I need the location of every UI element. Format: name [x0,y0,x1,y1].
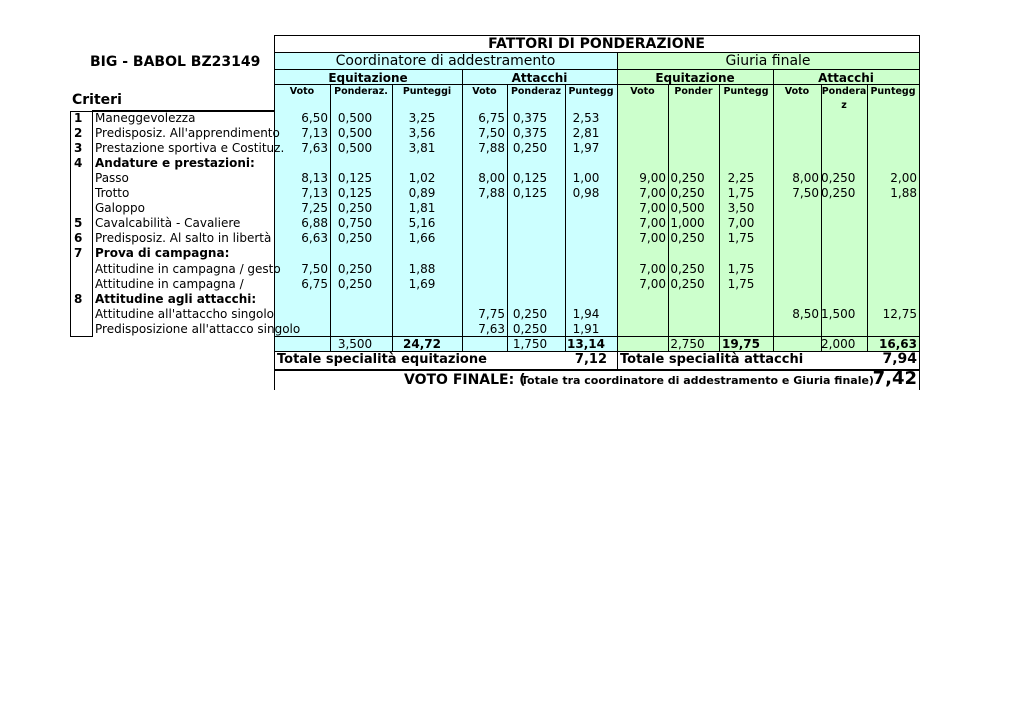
table-cell: 0,125 [512,171,548,186]
table-cell: 7,00 [639,201,666,216]
table-cell: 1,000 [670,216,705,231]
table-cell: 7,00 [639,216,666,231]
criterion-number: 5 [74,216,83,231]
grid-line [919,35,920,390]
criterion-label: Prova di campagna: [95,246,230,261]
table-cell: 0,125 [337,186,373,201]
header-fattori: FATTORI DI PONDERAZIONE [488,36,705,52]
table-cell: 0,125 [337,171,373,186]
criterion-label: Andature e prestazioni: [95,156,255,171]
table-cell: 1,75 [727,231,755,246]
table-cell: 0,250 [670,171,705,186]
grid-line [274,35,919,36]
voto-finale-note: Totale tra coordinatore di addestramento e Giuria finale) [521,374,874,387]
table-cell: 0,250 [512,306,548,321]
table-cell: 7,50 [478,126,505,141]
table-cell: 1,00 [572,171,600,186]
table-cell: 6,63 [301,231,328,246]
grid-line [719,84,720,351]
col-label: Ponderaz [510,86,562,97]
table-cell: 0,89 [408,186,436,201]
criteri-label: Criteri [72,92,122,108]
table-cell: 0,250 [670,186,705,201]
table-cell: 0,500 [337,126,373,141]
table-cell: 7,88 [478,141,505,156]
criterion-number: 8 [74,291,83,306]
grid-line [821,84,822,351]
table-cell: 7,13 [301,186,328,201]
table-cell: 6,50 [301,111,328,125]
table-cell: 3,50 [727,201,755,216]
table-cell: 9,00 [639,171,666,186]
criterion-label: Predisposizione all'attacco singolo [95,321,301,336]
col-label: Voto [289,86,315,97]
tot-equitazione-value: 7,12 [574,352,607,367]
table-cell: 0,98 [572,186,600,201]
col-label: Punteggi [402,86,452,97]
table-cell: 7,00 [639,261,666,276]
table-cell: 6,75 [301,276,328,291]
table-cell: 1,91 [572,321,600,336]
table-cell: 2,750 [670,337,705,351]
table-cell: 2,00 [890,171,917,186]
table-cell: 0,375 [512,126,548,141]
table-cell: 0,250 [670,261,705,276]
criterion-label: Trotto [95,186,130,201]
table-cell: 2,000 [821,337,856,351]
voto-finale-value: 7,42 [872,368,917,389]
criterion-label: Attitudine agli attacchi: [95,291,257,306]
table-cell: 7,50 [792,186,819,201]
criterion-number: 6 [74,231,83,246]
col-label: Puntegg [723,86,769,97]
criterion-label: Cavalcabilità - Cavaliere [95,216,241,231]
grid-line [392,84,393,351]
table-cell: 7,13 [301,126,328,141]
table-cell: 0,250 [821,186,856,201]
table-cell: 7,63 [301,141,328,156]
table-cell: 1,02 [408,171,436,186]
table-cell: 7,00 [639,231,666,246]
table-cell: 1,75 [727,186,755,201]
table-cell: 7,63 [478,321,505,336]
table-cell: 8,00 [478,171,505,186]
table-cell: 1,69 [408,276,436,291]
grid-line [274,351,919,352]
group-giuria: Giuria finale [725,53,811,69]
tot-attacchi-label: Totale specialità attacchi [620,352,804,367]
grid-line [668,84,669,351]
table-cell: 0,750 [337,216,373,231]
page-title: BIG - BABOL BZ23149 [90,54,261,70]
table-cell: 0,250 [512,141,548,156]
criterion-label: Attitudine in campagna / [95,276,244,291]
table-cell: 0,500 [337,141,373,156]
table-cell: 1,500 [821,306,856,321]
grid-line [617,52,618,370]
sub-equitazione-coord: Equitazione [328,71,408,85]
grid-line [274,52,919,53]
table-cell: 1,75 [727,276,755,291]
table-cell: 3,25 [408,111,436,125]
grid-line [274,370,919,371]
table-cell: 0,250 [821,171,856,186]
table-cell: 1,75 [727,261,755,276]
table-cell: 1,750 [512,337,548,351]
criterion-number: 7 [74,246,83,261]
col-label: Ponderaz. [334,86,388,97]
group-coordinatore: Coordinatore di addestramento [335,53,556,69]
sub-attacchi-giuria: Attacchi [818,71,874,85]
grid-line [462,69,463,351]
criterion-label: Passo [95,171,129,186]
grid-line [330,84,331,351]
criterion-label: Predisposiz. All'apprendimento [95,126,280,141]
table-cell: 8,00 [792,171,819,186]
table-cell: 6,88 [301,216,328,231]
table-cell: 19,75 [722,337,760,351]
table-cell: 1,81 [408,201,436,216]
grid-line [274,84,919,85]
table-cell: 8,13 [301,171,328,186]
table-cell: 7,00 [639,186,666,201]
grid-line [274,336,919,337]
voto-finale-label: VOTO FINALE: ( [404,372,526,388]
table-cell: 0,250 [512,321,548,336]
col-label: Voto [472,86,497,97]
table-cell: 8,50 [792,306,819,321]
table-cell: 5,16 [408,216,436,231]
table-cell: 1,66 [408,231,436,246]
col-label: Pondera [821,86,867,97]
table-cell: 1,94 [572,306,600,321]
table-cell: 0,250 [670,231,705,246]
criterion-label: Attitudine in campagna / gesto [95,261,281,276]
table-cell: 3,81 [408,141,436,156]
table-cell: 7,88 [478,186,505,201]
grid-line [867,84,868,351]
table-cell: 0,250 [337,201,373,216]
grid-line [274,35,275,390]
table-cell: 2,81 [572,126,600,141]
criterion-label: Prestazione sportiva e Costituz. [95,141,285,156]
table-cell: 3,500 [337,337,373,351]
criterion-label: Predisposiz. Al salto in libertà [95,231,272,246]
criterion-number: 2 [74,126,83,141]
table-cell: 0,250 [337,231,373,246]
grid-line [92,111,93,337]
table-cell: 7,00 [639,276,666,291]
table-cell: 7,00 [727,216,755,231]
col-label: Puntegg [568,86,614,97]
table-cell: 3,56 [408,126,436,141]
table-cell: 16,63 [879,337,917,351]
criterion-number: 4 [74,156,83,171]
table-cell: 0,375 [512,111,548,125]
table-cell: 12,75 [882,306,917,321]
tot-attacchi-value: 7,94 [882,351,917,367]
col-label: Puntegg [870,86,916,97]
table-cell: 1,97 [572,141,600,156]
sub-attacchi-coord: Attacchi [511,71,568,85]
table-cell: 0,250 [337,276,373,291]
grid-line [70,336,92,337]
col-label-extra: z [841,100,847,111]
criterion-number: 3 [74,141,83,156]
table-cell: 7,50 [301,261,328,276]
grid-line [773,69,774,351]
grid-line [70,111,71,337]
col-label: Voto [784,86,810,97]
criterion-label: Maneggevolezza [95,111,196,125]
table-cell: 2,53 [572,111,600,125]
table-cell: 24,72 [403,337,441,351]
grid-line [274,69,919,70]
table-cell: 13,14 [567,337,605,351]
table-cell: 1,88 [890,186,917,201]
criterion-label: Galoppo [95,201,145,216]
table-cell: 7,75 [478,306,505,321]
table-cell: 1,88 [408,261,436,276]
criterion-label: Attitudine all'attaccho singolo [95,306,275,321]
col-label: Ponder [674,86,713,97]
table-cell: 0,125 [512,186,548,201]
table-cell: 0,250 [337,261,373,276]
table-cell: 0,500 [670,201,705,216]
grid-line [565,84,566,351]
table-cell: 2,25 [727,171,755,186]
grid-line [507,84,508,351]
table-cell: 7,25 [301,201,328,216]
col-label: Voto [630,86,655,97]
table-cell: 6,75 [478,111,505,125]
grid-line [70,111,274,112]
tot-equitazione-label: Totale specialità equitazione [277,352,487,367]
criterion-number: 1 [74,111,83,125]
sub-equitazione-giuria: Equitazione [655,71,735,85]
table-cell: 0,250 [670,276,705,291]
table-cell: 0,500 [337,111,373,125]
